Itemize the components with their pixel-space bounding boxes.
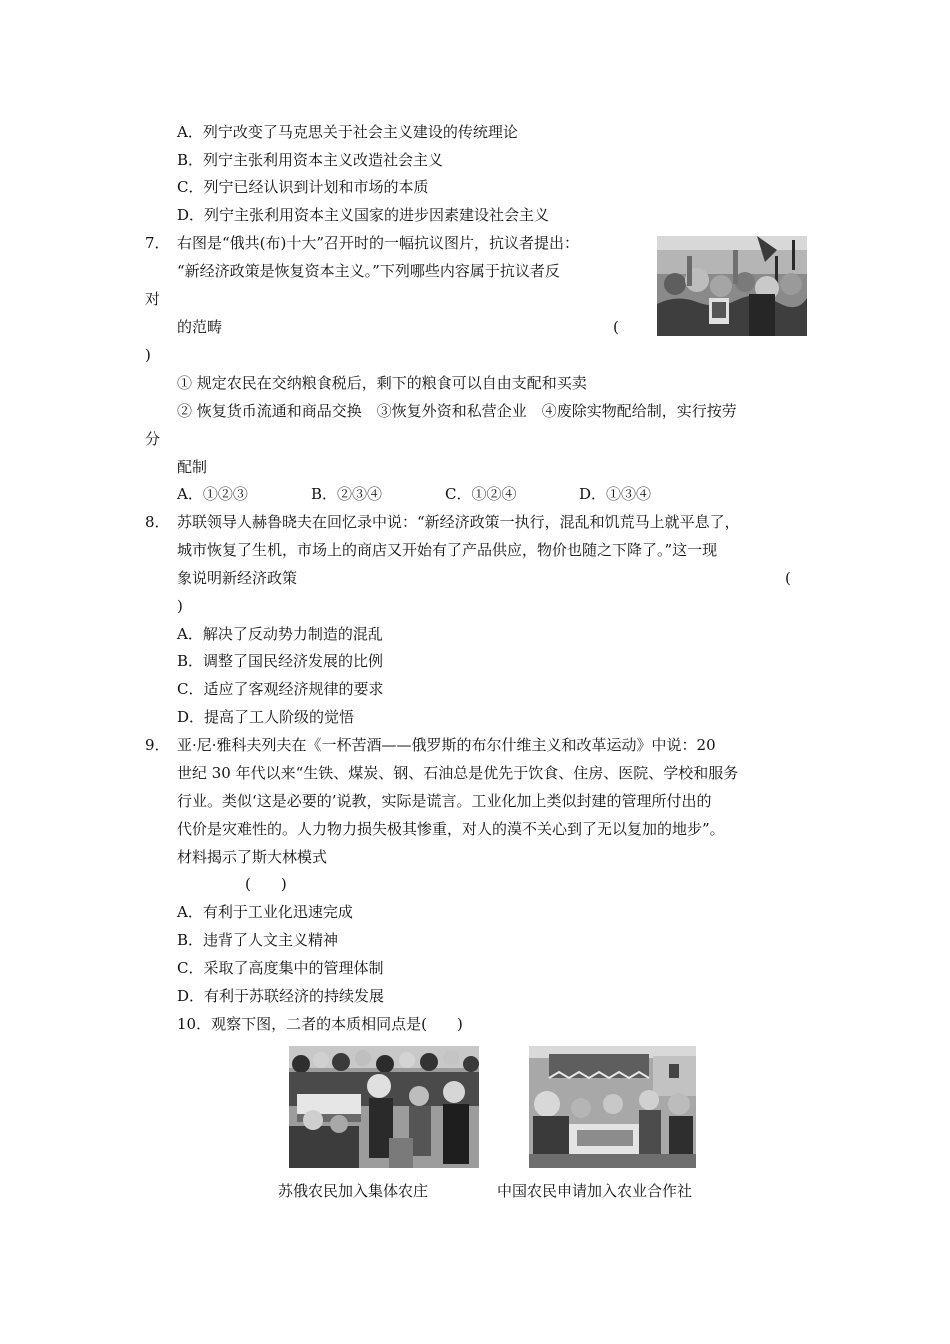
q9-answer-paren: ( ): [245, 875, 287, 893]
q8-option-c: C．适应了客观经济规律的要求: [177, 680, 384, 698]
q7-statement-2-4: ② 恢复货币流通和商品交换 ③恢复外资和私营企业 ④废除实物配给制，实行按劳: [177, 402, 737, 420]
q7-answer-paren-close: ): [145, 346, 151, 364]
q8-stem-line-2: 城市恢复了生机，市场上的商店又开始有了产品供应，物价也随之下降了。”这一现: [177, 541, 718, 559]
q9-stem-line-3: 行业。类似‘这是必要的’说教，实际是谎言。工业化加上类似封建的管理所付出的: [177, 792, 712, 810]
q9-option-c: C．采取了高度集中的管理体制: [177, 959, 384, 977]
q8-answer-paren-open: (: [785, 569, 791, 587]
q9-number: 9．: [145, 736, 170, 754]
caption-collective-farm: 苏俄农民加入集体农庄: [278, 1182, 429, 1200]
q9-option-a: A．有利于工业化迅速完成: [177, 903, 353, 921]
q9-option-b: B．违背了人文主义精神: [177, 931, 339, 949]
q7-statement-end: 配制: [177, 458, 208, 476]
q9-option-d: D．有利于苏联经济的持续发展: [177, 987, 385, 1005]
q8-stem-line-1: 苏联领导人赫鲁晓夫在回忆录中说：“新经济政策一执行，混乱和饥荒马上就平息了，: [177, 513, 740, 531]
q6-option-c: C．列宁已经认识到计划和市场的本质: [177, 178, 429, 196]
q9-stem-line-5: 材料揭示了斯大林模式: [177, 848, 328, 866]
q7-choice-d: D．①③④: [579, 485, 652, 503]
q6-option-a: A．列宁改变了马克思关于社会主义建设的传统理论: [177, 123, 518, 141]
q7-answer-paren-open: (: [613, 318, 619, 336]
collective-farm-photo: [289, 1046, 479, 1168]
q7-number: 7．: [145, 234, 170, 252]
q7-stem-line-2: “新经济政策是恢复资本主义。”下列哪些内容属于抗议者反: [177, 262, 560, 280]
q8-answer-paren-close: ): [177, 597, 183, 615]
q8-stem-line-3: 象说明新经济政策: [177, 569, 298, 587]
q8-option-b: B．调整了国民经济发展的比例: [177, 652, 384, 670]
q9-stem-line-2: 世纪 30 年代以来“生铁、煤炭、钢、石油总是优先于饮食、住房、医院、学校和服务: [177, 764, 739, 782]
q7-choice-c: C．①②④: [445, 485, 517, 503]
cooperative-photo: [529, 1046, 696, 1168]
q6-option-d: D．列宁主张利用资本主义国家的进步因素建设社会主义: [177, 206, 550, 224]
q8-number: 8．: [145, 513, 170, 531]
q7-choice-b: B．②③④: [311, 485, 383, 503]
q9-stem-line-1: 亚·尼·雅科夫列夫在《一杯苦酒——俄罗斯的布尔什维主义和改革运动》中说：20: [177, 736, 716, 754]
q8-option-d: D．提高了工人阶级的觉悟: [177, 708, 355, 726]
q10-stem: 10．观察下图，二者的本质相同点是( ): [177, 1015, 463, 1033]
caption-cooperative: 中国农民申请加入农业合作社: [497, 1182, 693, 1200]
q7-stem-line-3: 的范畴: [177, 318, 223, 336]
q6-option-b: B．列宁主张利用资本主义改造社会主义: [177, 151, 444, 169]
protest-photo: [657, 236, 807, 336]
q9-stem-line-4: 代价是灾难性的。人力物力损失极其惨重，对人的漠不关心到了无以复加的地步”。: [177, 820, 725, 838]
q7-stem-line-1: 右图是“俄共(布)十大”召开时的一幅抗议图片，抗议者提出：: [177, 234, 580, 252]
q7-statement-wrap: 分: [145, 430, 161, 448]
q7-choice-a: A．①②③: [177, 485, 248, 503]
q8-option-a: A．解决了反动势力制造的混乱: [177, 625, 383, 643]
q7-stem-wrap: 对: [145, 290, 161, 308]
q7-statement-1: ① 规定农民在交纳粮食税后，剩下的粮食可以自由支配和买卖: [177, 374, 587, 392]
